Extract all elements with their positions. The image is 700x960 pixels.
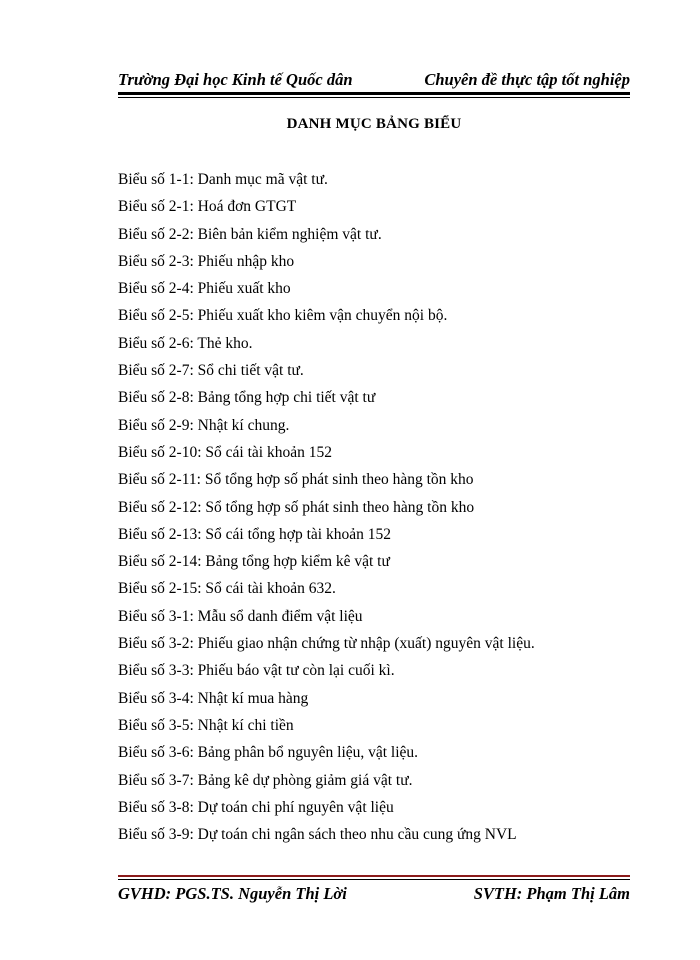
list-item bbox=[118, 226, 638, 253]
list-item-code: Biểu số 2-5: bbox=[118, 307, 194, 325]
list-item-title: Sổ cái tài khoản 632. bbox=[205, 580, 336, 598]
list-item-title: Sổ chi tiết vật tư. bbox=[197, 362, 304, 380]
list-item-code: Biểu số 2-2: bbox=[118, 225, 194, 243]
list-item bbox=[118, 444, 638, 471]
list-item-code: Biểu số 2-8: bbox=[118, 389, 194, 407]
list-item-code: Biểu số 3-5: bbox=[118, 716, 194, 734]
list-item bbox=[118, 635, 638, 662]
list-item bbox=[118, 826, 638, 853]
list-item-title: Phiếu xuất kho kiêm vận chuyển nội bộ. bbox=[197, 307, 448, 325]
list-item-code: Biểu số 2-12: bbox=[118, 498, 202, 516]
list-item-title: Dự toán chi ngân sách theo nhu cầu cung ứng NVL bbox=[197, 826, 517, 844]
list-item-code: Biểu số 2-3: bbox=[118, 252, 194, 270]
footer-rule-red bbox=[118, 875, 630, 877]
list-item-code: Biểu số 3-6: bbox=[118, 744, 194, 762]
list-item-code: Biểu số 1-1: bbox=[118, 171, 194, 188]
list-item bbox=[118, 280, 638, 307]
list-item-code: Biểu số 3-3: bbox=[118, 662, 194, 680]
list-item-title: Phiếu báo vật tư còn lại cuối kì. bbox=[197, 662, 395, 680]
list-item bbox=[118, 662, 638, 689]
list-item-title: Phiếu xuất kho bbox=[197, 280, 291, 298]
list-item-title: Danh mục mã vật tư. bbox=[197, 171, 328, 188]
list-item-code: Biểu số 3-7: bbox=[118, 771, 194, 789]
list-item-title: Sổ tổng hợp số phát sinh theo hàng tồn kho bbox=[204, 471, 474, 489]
table-list bbox=[118, 171, 638, 853]
header-rule-thin bbox=[118, 97, 630, 98]
list-item bbox=[118, 253, 638, 280]
list-item-title: Bảng kê dự phòng giảm giá vật tư. bbox=[197, 771, 413, 789]
list-item bbox=[118, 799, 638, 826]
list-item bbox=[118, 198, 638, 225]
list-item-title: Bảng tổng hợp chi tiết vật tư bbox=[197, 389, 376, 407]
list-item bbox=[118, 362, 638, 389]
list-item bbox=[118, 335, 638, 362]
list-item-title: Phiếu nhập kho bbox=[197, 252, 295, 270]
list-item bbox=[118, 526, 638, 553]
list-item-code: Biểu số 3-1: bbox=[118, 607, 194, 625]
page-header bbox=[118, 68, 630, 92]
list-item-title: Dự toán chi phí nguyên vật liệu bbox=[197, 798, 394, 816]
header-university: Trường Đại học Kinh tế Quốc dân bbox=[118, 70, 353, 89]
list-item-code: Biểu số 2-1: bbox=[118, 198, 194, 216]
header-rule-thick bbox=[118, 92, 630, 95]
list-item-code: Biểu số 2-7: bbox=[118, 362, 194, 380]
list-item bbox=[118, 553, 638, 580]
footer-supervisor: GVHD: PGS.TS. Nguyễn Thị Lời bbox=[118, 884, 347, 903]
list-item-code: Biểu số 2-11: bbox=[118, 471, 201, 489]
list-item-code: Biểu số 3-8: bbox=[118, 798, 194, 816]
list-item bbox=[118, 717, 638, 744]
list-item-title: Hoá đơn GTGT bbox=[197, 198, 297, 216]
list-item bbox=[118, 307, 638, 334]
page-title: DANH MỤC BẢNG BIỂU bbox=[286, 116, 462, 132]
list-item bbox=[118, 171, 638, 198]
list-item-code: Biểu số 2-10: bbox=[118, 443, 202, 461]
footer-student: SVTH: Phạm Thị Lâm bbox=[473, 884, 630, 903]
list-item-code: Biểu số 2-15: bbox=[118, 580, 202, 598]
list-item bbox=[118, 499, 638, 526]
list-item-title: Bảng phân bổ nguyên liệu, vật liệu. bbox=[197, 744, 419, 762]
list-item-title: Thẻ kho. bbox=[197, 334, 253, 352]
list-item-title: Phiếu giao nhận chứng từ nhập (xuất) nguyên vật liệu. bbox=[197, 635, 535, 653]
list-item-code: Biểu số 3-9: bbox=[118, 826, 194, 844]
list-item-code: Biểu số 2-9: bbox=[118, 416, 194, 434]
footer-rule-thin bbox=[118, 879, 630, 880]
list-item bbox=[118, 389, 638, 416]
list-item-title: Nhật kí chung. bbox=[197, 416, 290, 434]
list-item-title: Nhật kí chi tiền bbox=[197, 716, 294, 734]
list-item-title: Biên bản kiểm nghiệm vật tư. bbox=[197, 225, 382, 243]
list-item-code: Biểu số 2-4: bbox=[118, 280, 194, 298]
list-item bbox=[118, 417, 638, 444]
list-item-title: Bảng tổng hợp kiểm kê vật tư bbox=[205, 553, 390, 571]
list-item-code: Biểu số 2-14: bbox=[118, 553, 202, 571]
list-item-title: Sổ cái tài khoản 152 bbox=[205, 443, 332, 461]
list-item-code: Biểu số 3-2: bbox=[118, 635, 194, 653]
list-item-code: Biểu số 2-13: bbox=[118, 525, 202, 543]
list-item-code: Biểu số 3-4: bbox=[118, 689, 194, 707]
list-item-title: Sổ cái tổng hợp tài khoản 152 bbox=[205, 525, 391, 543]
list-item bbox=[118, 690, 638, 717]
list-item bbox=[118, 744, 638, 771]
list-item bbox=[118, 580, 638, 607]
list-item bbox=[118, 772, 638, 799]
list-item-title: Sổ tổng hợp số phát sinh theo hàng tồn kho bbox=[205, 498, 475, 516]
page-footer bbox=[118, 884, 630, 908]
list-item-code: Biểu số 2-6: bbox=[118, 334, 194, 352]
list-item bbox=[118, 608, 638, 635]
header-report-type: Chuyên đề thực tập tốt nghiệp bbox=[424, 70, 630, 89]
list-item-title: Mẫu sổ danh điểm vật liệu bbox=[197, 607, 363, 625]
list-item-title: Nhật kí mua hàng bbox=[197, 689, 309, 707]
list-item bbox=[118, 471, 638, 498]
